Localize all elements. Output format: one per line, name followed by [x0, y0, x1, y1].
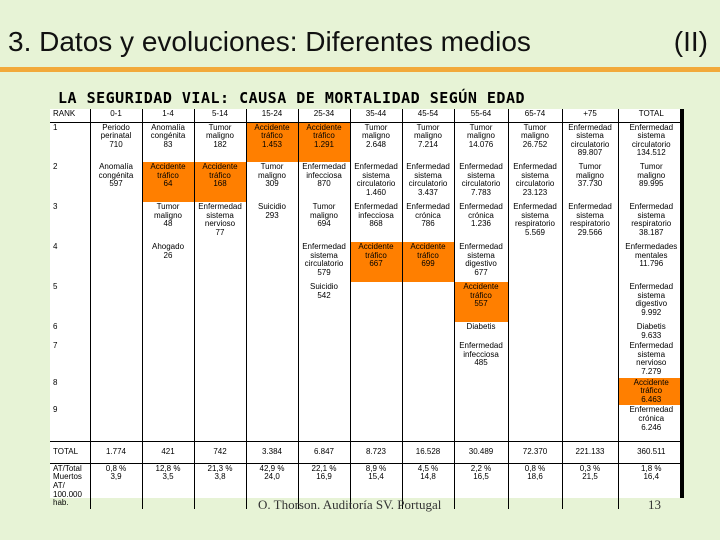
- data-cell: [508, 282, 562, 322]
- rank-cell: 9: [50, 405, 90, 441]
- table-row: [50, 282, 684, 322]
- data-cell: Accidente tráfico 557: [454, 282, 508, 322]
- ratio-cell: 12,8 % 3,5: [142, 463, 194, 508]
- slide-title-part: (II): [673, 26, 708, 57]
- rank-cell: 1: [53, 122, 58, 132]
- ratio-cell: 0,3 % 21,5: [562, 463, 618, 508]
- footer-credit: O. Thorson. Auditoría SV. Portugal: [258, 497, 442, 512]
- table-row: [50, 341, 684, 377]
- column-header-cell: +75: [562, 109, 618, 122]
- data-cell: [246, 378, 298, 406]
- ratio-cell: 2,2 % 16,5: [454, 463, 508, 508]
- data-cell: Enfermedad sistema digestivo 9.992: [618, 282, 684, 322]
- data-cell: Accidente tráfico 699: [402, 242, 454, 282]
- data-cell: Suicidio 542: [298, 282, 350, 322]
- data-cell: Accidente tráfico 64: [142, 162, 194, 202]
- data-cell: [562, 282, 618, 322]
- data-cell: Accidente tráfico 6.463: [618, 378, 684, 406]
- total-cell: 221.133: [562, 441, 618, 463]
- data-cell: Enfermedad sistema nervioso 7.279: [618, 341, 684, 377]
- data-cell: Enfermedad sistema circulatorio 89.807: [562, 122, 618, 162]
- data-cell: [142, 405, 194, 441]
- data-cell: Enfermedad crónica 6.246: [618, 405, 684, 441]
- column-header-cell: 35-44: [350, 109, 402, 122]
- ratio-cell: 42,9 % 24,0: [246, 463, 298, 508]
- rank-cell: 6: [53, 322, 58, 331]
- data-cell: Tumor maligno 48: [142, 202, 194, 242]
- table-row: [50, 378, 684, 406]
- column-header-cell: 15-24: [246, 109, 298, 122]
- table-heading: LA SEGURIDAD VIAL: CAUSA DE MORTALIDAD SEGÚN EDAD: [58, 89, 526, 107]
- data-cell: [350, 282, 402, 322]
- data-cell: Enfermedad sistema digestivo 677: [454, 242, 508, 282]
- data-cell: Enfermedad sistema circulatorio 3.437: [402, 162, 454, 202]
- data-cell: Enfermedad sistema circulatorio 1.460: [350, 162, 402, 202]
- data-cell: Accidente tráfico 667: [350, 242, 402, 282]
- data-cell: [508, 322, 562, 341]
- table-row: [50, 322, 684, 341]
- data-cell: [90, 242, 142, 282]
- total-cell: 16.528: [402, 441, 454, 463]
- data-cell: Enfermedad sistema respiratorio 38.187: [618, 202, 684, 242]
- rank-cell: 2: [53, 162, 58, 171]
- data-cell: [194, 282, 246, 322]
- ratio-cell: 1,8 % 16,4: [618, 463, 684, 508]
- column-header-cell: 65-74: [508, 109, 562, 122]
- data-cell: [350, 378, 402, 406]
- data-cell: [298, 341, 350, 377]
- data-cell: [562, 341, 618, 377]
- total-cell: 421: [142, 441, 194, 463]
- data-cell: Anomalía congénita 597: [90, 162, 142, 202]
- data-cell: Suicidio 293: [246, 202, 298, 242]
- ratio-cell: 8,9 % 15,4: [350, 463, 402, 508]
- rank-cell: 8: [53, 377, 58, 387]
- ratio-cell: 0,8 % 18,6: [508, 463, 562, 508]
- data-cell: [90, 405, 142, 441]
- data-cell: [142, 341, 194, 377]
- data-cell: [402, 378, 454, 406]
- data-cell: Enfermedad crónica 1.236: [454, 202, 508, 242]
- column-header-cell: 1-4: [142, 109, 194, 122]
- column-header-cell: 25-34: [298, 109, 350, 122]
- table-right-shadow: [680, 109, 684, 498]
- data-cell: Tumor maligno 7.214: [402, 122, 454, 162]
- data-cell: [90, 378, 142, 406]
- column-header-cell: RANK: [50, 109, 90, 122]
- table-row: [50, 122, 684, 162]
- total-row: [50, 441, 684, 463]
- column-header-cell: TOTAL: [618, 109, 684, 122]
- data-cell: [298, 405, 350, 441]
- data-cell: [298, 378, 350, 406]
- data-cell: [246, 405, 298, 441]
- ratio-cell: AT/Total Muertos AT/ 100.000 hab.: [53, 463, 82, 508]
- data-cell: Anomalía congénita 83: [142, 122, 194, 162]
- page-number: 13: [648, 497, 661, 512]
- data-cell: Tumor maligno 26.752: [508, 122, 562, 162]
- data-cell: [246, 282, 298, 322]
- data-cell: [350, 322, 402, 341]
- data-cell: Enfermedad sistema circulatorio 134.512: [618, 122, 684, 162]
- data-cell: Accidente tráfico 1.453: [246, 122, 298, 162]
- rank-cell: 5: [53, 282, 58, 291]
- data-cell: [454, 378, 508, 406]
- data-cell: Enfermedades mentales 11.796: [618, 242, 684, 282]
- column-header-cell: 55-64: [454, 109, 508, 122]
- data-cell: Enfermedad sistema respiratorio 5.569: [508, 202, 562, 242]
- data-cell: Tumor maligno 89.995: [618, 162, 684, 202]
- data-cell: [508, 242, 562, 282]
- data-cell: [90, 202, 142, 242]
- data-cell: Enfermedad sistema circulatorio 23.123: [508, 162, 562, 202]
- data-cell: [142, 378, 194, 406]
- data-cell: Diabetis: [454, 322, 508, 341]
- data-cell: Enfermedad sistema nervioso 77: [194, 202, 246, 242]
- data-cell: [402, 322, 454, 341]
- column-header-cell: 45-54: [402, 109, 454, 122]
- ratio-cell: 4,5 % 14,8: [402, 463, 454, 508]
- data-cell: Enfermedad sistema respiratorio 29.566: [562, 202, 618, 242]
- data-cell: Enfermedad infecciosa 485: [454, 341, 508, 377]
- data-cell: Accidente tráfico 168: [194, 162, 246, 202]
- column-header-cell: 0-1: [90, 109, 142, 122]
- data-cell: [194, 322, 246, 341]
- data-cell: [562, 322, 618, 341]
- data-cell: Enfermedad sistema circulatorio 579: [298, 242, 350, 282]
- total-cell: 1.774: [90, 441, 142, 463]
- data-cell: [402, 405, 454, 441]
- data-cell: [246, 242, 298, 282]
- total-cell: 72.370: [508, 441, 562, 463]
- data-cell: Enfermedad infecciosa 868: [350, 202, 402, 242]
- data-cell: [562, 405, 618, 441]
- data-cell: [454, 405, 508, 441]
- data-cell: [508, 341, 562, 377]
- data-cell: Accidente tráfico 1.291: [298, 122, 350, 162]
- total-cell: 3.384: [246, 441, 298, 463]
- data-cell: Diabetis 9.633: [618, 322, 684, 341]
- data-cell: [350, 341, 402, 377]
- data-cell: [298, 322, 350, 341]
- data-cell: [562, 242, 618, 282]
- data-cell: Enfermedad sistema circulatorio 7.783: [454, 162, 508, 202]
- ratio-cell: 21,3 % 3,8: [194, 463, 246, 508]
- data-cell: Periodo perinatal 710: [90, 122, 142, 162]
- table-header-row: [50, 109, 684, 122]
- data-cell: [350, 405, 402, 441]
- data-cell: [142, 322, 194, 341]
- data-cell: [402, 341, 454, 377]
- data-cell: Tumor maligno 694: [298, 202, 350, 242]
- title-underline: [0, 67, 720, 72]
- total-cell: 8.723: [350, 441, 402, 463]
- data-cell: [90, 322, 142, 341]
- table-row: [50, 405, 684, 441]
- data-cell: [90, 341, 142, 377]
- total-cell: TOTAL: [50, 441, 90, 463]
- data-cell: [194, 405, 246, 441]
- data-cell: Tumor maligno 182: [194, 122, 246, 162]
- column-header-cell: 5-14: [194, 109, 246, 122]
- total-cell: 360.511: [618, 441, 684, 463]
- data-cell: [402, 282, 454, 322]
- data-cell: [194, 242, 246, 282]
- table-row: [50, 242, 684, 282]
- data-cell: [508, 405, 562, 441]
- data-cell: [246, 341, 298, 377]
- data-cell: [508, 378, 562, 406]
- table-row: [50, 162, 684, 202]
- rank-cell: 4: [53, 242, 58, 251]
- total-cell: 742: [194, 441, 246, 463]
- mortality-table: [50, 109, 684, 509]
- data-cell: [194, 341, 246, 377]
- data-cell: Tumor maligno 37.730: [562, 162, 618, 202]
- data-cell: [90, 282, 142, 322]
- data-cell: [246, 322, 298, 341]
- total-cell: 30.489: [454, 441, 508, 463]
- data-cell: Tumor maligno 2.648: [350, 122, 402, 162]
- data-cell: Tumor maligno 309: [246, 162, 298, 202]
- data-cell: [562, 378, 618, 406]
- ratio-cell: 22,1 % 16,9: [298, 463, 350, 508]
- table-row: [50, 202, 684, 242]
- slide-title-text: 3. Datos y evoluciones: Diferentes medios: [8, 26, 531, 57]
- data-cell: Enfermedad crónica 786: [402, 202, 454, 242]
- data-cell: Enfermedad infecciosa 870: [298, 162, 350, 202]
- data-cell: Tumor maligno 14.076: [454, 122, 508, 162]
- data-cell: Ahogado 26: [142, 242, 194, 282]
- data-cell: [142, 282, 194, 322]
- ratio-cell: 0,8 % 3,9: [90, 463, 142, 508]
- rank-cell: 3: [53, 202, 58, 211]
- total-cell: 6.847: [298, 441, 350, 463]
- rank-cell: 7: [53, 341, 58, 351]
- data-cell: [194, 378, 246, 406]
